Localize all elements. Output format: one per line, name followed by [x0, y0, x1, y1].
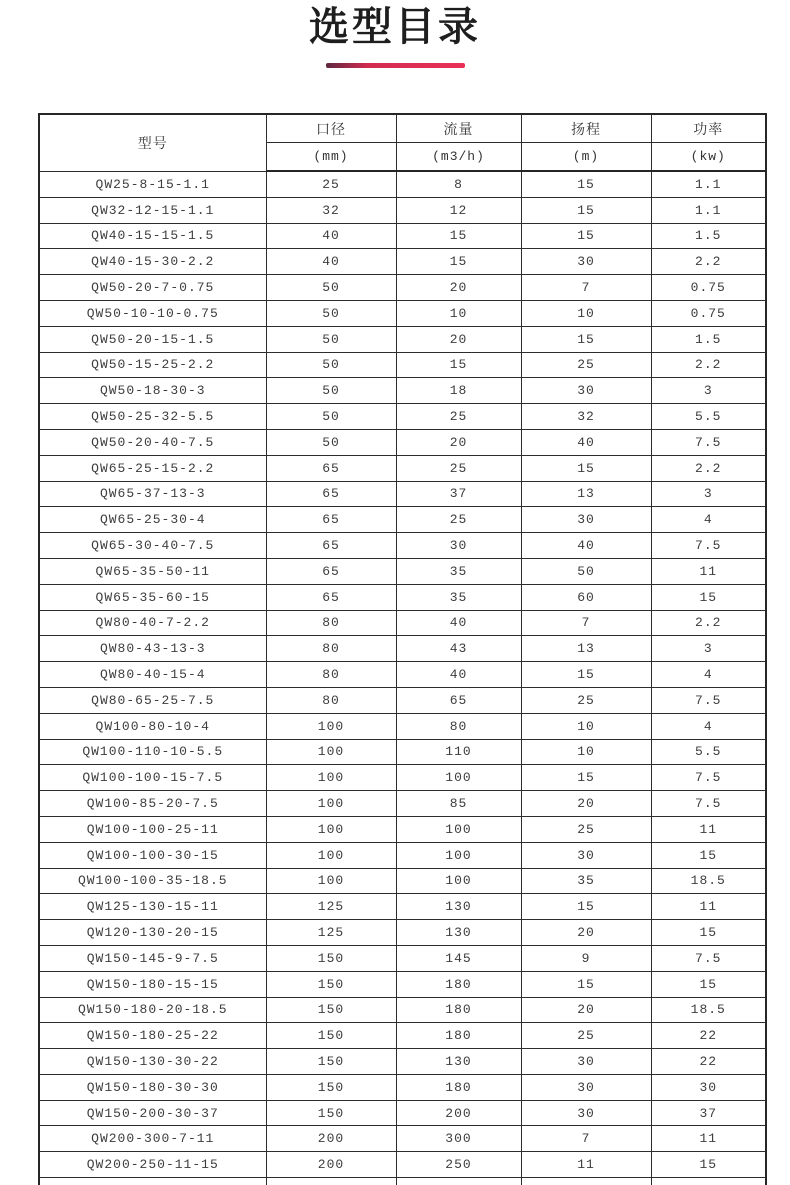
diameter-cell: 65: [266, 481, 396, 507]
flow-cell: 12: [396, 197, 521, 223]
model-cell: QW100-100-25-11: [39, 816, 266, 842]
power-cell: 7.5: [651, 533, 766, 559]
head-cell: 15: [521, 765, 651, 791]
model-cell: QW65-35-60-15: [39, 584, 266, 610]
table-row: [39, 662, 766, 688]
column-header-diameter: 口径: [266, 114, 396, 143]
power-cell: 1.1: [651, 197, 766, 223]
table-row: [39, 610, 766, 636]
diameter-cell: 80: [266, 636, 396, 662]
diameter-cell: 100: [266, 713, 396, 739]
model-cell: QW100-80-10-4: [39, 713, 266, 739]
diameter-cell: 65: [266, 507, 396, 533]
table-row: [39, 197, 766, 223]
diameter-cell: 80: [266, 662, 396, 688]
table-row: [39, 816, 766, 842]
head-cell: 15: [521, 894, 651, 920]
model-cell: QW65-25-15-2.2: [39, 455, 266, 481]
table-row: [39, 1074, 766, 1100]
power-cell: 15: [651, 1152, 766, 1178]
power-cell: 4: [651, 662, 766, 688]
column-unit-power: (kw): [651, 143, 766, 172]
pump-selection-table: [38, 113, 767, 1185]
head-cell: 30: [521, 507, 651, 533]
flow-cell: 35: [396, 584, 521, 610]
model-cell: QW50-15-25-2.2: [39, 352, 266, 378]
table-row: [39, 300, 766, 326]
model-cell: QW150-180-30-30: [39, 1074, 266, 1100]
head-cell: 40: [521, 429, 651, 455]
head-cell: 15: [521, 171, 651, 197]
model-cell: QW200-300-7-11: [39, 1126, 266, 1152]
table-row: [39, 739, 766, 765]
model-cell: QW80-65-25-7.5: [39, 687, 266, 713]
power-cell: 37: [651, 1100, 766, 1126]
power-cell: 7.5: [651, 429, 766, 455]
model-cell: QW150-145-9-7.5: [39, 945, 266, 971]
flow-cell: 20: [396, 326, 521, 352]
table-row: [39, 1126, 766, 1152]
model-cell: QW200-250-11-15: [39, 1152, 266, 1178]
flow-cell: 180: [396, 971, 521, 997]
head-cell: 40: [521, 533, 651, 559]
diameter-cell: 65: [266, 533, 396, 559]
table-row: [39, 920, 766, 946]
diameter-cell: 125: [266, 920, 396, 946]
flow-cell: 15: [396, 223, 521, 249]
table-row: [39, 842, 766, 868]
head-cell: 25: [521, 352, 651, 378]
power-cell: 2.2: [651, 455, 766, 481]
head-cell: 13: [521, 636, 651, 662]
table-row: [39, 378, 766, 404]
diameter-cell: 50: [266, 326, 396, 352]
power-cell: 3: [651, 378, 766, 404]
power-cell: 3: [651, 636, 766, 662]
power-cell: 7.5: [651, 765, 766, 791]
table-row: [39, 584, 766, 610]
power-cell: 18.5: [651, 997, 766, 1023]
head-cell: 30: [521, 1100, 651, 1126]
power-cell: 7.5: [651, 945, 766, 971]
column-unit-head: (m): [521, 143, 651, 172]
head-cell: 60: [521, 584, 651, 610]
power-cell: 2.2: [651, 352, 766, 378]
table-row: [39, 223, 766, 249]
diameter-cell: 100: [266, 791, 396, 817]
table-row: [39, 636, 766, 662]
flow-cell: 35: [396, 558, 521, 584]
table-row: [39, 249, 766, 275]
flow-cell: 250: [396, 1152, 521, 1178]
flow-cell: 18: [396, 378, 521, 404]
table-header: [39, 114, 766, 171]
diameter-cell: 50: [266, 300, 396, 326]
table-row: [39, 558, 766, 584]
head-cell: 30: [521, 842, 651, 868]
column-header-model: 型号: [39, 114, 266, 171]
flow-cell: 130: [396, 894, 521, 920]
power-cell: 1.5: [651, 326, 766, 352]
power-cell: 11: [651, 894, 766, 920]
head-cell: 15: [521, 223, 651, 249]
flow-cell: 100: [396, 842, 521, 868]
diameter-cell: 50: [266, 275, 396, 301]
power-cell: 1.5: [651, 223, 766, 249]
head-cell: 20: [521, 920, 651, 946]
diameter-cell: 125: [266, 894, 396, 920]
model-cell: QW125-130-15-11: [39, 894, 266, 920]
table-row: [39, 945, 766, 971]
diameter-cell: 200: [266, 1152, 396, 1178]
flow-cell: 20: [396, 275, 521, 301]
head-cell: 20: [521, 791, 651, 817]
power-cell: 7.5: [651, 791, 766, 817]
power-cell: 5.5: [651, 404, 766, 430]
flow-cell: 15: [396, 352, 521, 378]
table-row: [39, 894, 766, 920]
power-cell: 22: [651, 1049, 766, 1075]
diameter-cell: 100: [266, 868, 396, 894]
flow-cell: 100: [396, 868, 521, 894]
flow-cell: 130: [396, 920, 521, 946]
flow-cell: 65: [396, 687, 521, 713]
model-cell: [39, 1178, 266, 1185]
table-row: [39, 429, 766, 455]
power-cell: 15: [651, 842, 766, 868]
flow-cell: 10: [396, 300, 521, 326]
diameter-cell: 150: [266, 1023, 396, 1049]
diameter-cell: 65: [266, 584, 396, 610]
flow-cell: 25: [396, 404, 521, 430]
model-cell: QW50-25-32-5.5: [39, 404, 266, 430]
flow-cell: 200: [396, 1100, 521, 1126]
column-unit-diameter: (mm): [266, 143, 396, 172]
head-cell: 25: [521, 687, 651, 713]
diameter-cell: 100: [266, 765, 396, 791]
table-row: [39, 971, 766, 997]
diameter-cell: 150: [266, 997, 396, 1023]
table-row: [39, 455, 766, 481]
column-unit-flow: (m3/h): [396, 143, 521, 172]
table-row: [39, 404, 766, 430]
head-cell: 15: [521, 455, 651, 481]
table-row: [39, 352, 766, 378]
head-cell: 7: [521, 275, 651, 301]
flow-cell: 8: [396, 171, 521, 197]
diameter-cell: 65: [266, 455, 396, 481]
power-cell: 11: [651, 816, 766, 842]
column-header-head: 扬程: [521, 114, 651, 143]
flow-cell: 100: [396, 765, 521, 791]
column-header-power: 功率: [651, 114, 766, 143]
power-cell: 4: [651, 507, 766, 533]
model-cell: QW65-35-50-11: [39, 558, 266, 584]
model-cell: QW120-130-20-15: [39, 920, 266, 946]
power-cell: 2.2: [651, 610, 766, 636]
power-cell: 15: [651, 971, 766, 997]
table-row: [39, 1152, 766, 1178]
column-header-flow: 流量: [396, 114, 521, 143]
head-cell: 15: [521, 662, 651, 688]
model-cell: QW150-130-30-22: [39, 1049, 266, 1075]
flow-cell: 30: [396, 533, 521, 559]
power-cell: 0.75: [651, 275, 766, 301]
table-row: [39, 997, 766, 1023]
model-cell: QW100-85-20-7.5: [39, 791, 266, 817]
flow-cell: 15: [396, 249, 521, 275]
flow-cell: 180: [396, 997, 521, 1023]
model-cell: QW80-40-7-2.2: [39, 610, 266, 636]
power-cell: 4: [651, 713, 766, 739]
power-cell: 7.5: [651, 687, 766, 713]
model-cell: QW65-25-30-4: [39, 507, 266, 533]
flow-cell: 43: [396, 636, 521, 662]
table-row: [39, 275, 766, 301]
head-cell: 9: [521, 945, 651, 971]
head-cell: 25: [521, 1023, 651, 1049]
flow-cell: 100: [396, 816, 521, 842]
model-cell: QW50-10-10-0.75: [39, 300, 266, 326]
model-cell: QW80-43-13-3: [39, 636, 266, 662]
table-row-partial: [39, 1178, 766, 1185]
diameter-cell: 200: [266, 1126, 396, 1152]
flow-cell: 145: [396, 945, 521, 971]
diameter-cell: 150: [266, 971, 396, 997]
head-cell: 35: [521, 868, 651, 894]
model-cell: QW32-12-15-1.1: [39, 197, 266, 223]
flow-cell: 300: [396, 1126, 521, 1152]
head-cell: 30: [521, 1049, 651, 1075]
power-cell: 5.5: [651, 739, 766, 765]
model-cell: QW40-15-30-2.2: [39, 249, 266, 275]
head-cell: 15: [521, 326, 651, 352]
power-cell: 0.75: [651, 300, 766, 326]
flow-cell: 180: [396, 1023, 521, 1049]
head-cell: 10: [521, 300, 651, 326]
diameter-cell: 150: [266, 945, 396, 971]
page-title: 选型目录: [309, 4, 481, 50]
head-cell: 15: [521, 971, 651, 997]
table-row: [39, 713, 766, 739]
diameter-cell: 80: [266, 687, 396, 713]
flow-cell: 20: [396, 429, 521, 455]
head-cell: 30: [521, 1074, 651, 1100]
model-cell: QW25-8-15-1.1: [39, 171, 266, 197]
flow-cell: 25: [396, 455, 521, 481]
model-cell: QW150-180-20-18.5: [39, 997, 266, 1023]
head-cell: 10: [521, 739, 651, 765]
table-row: [39, 1100, 766, 1126]
table-row: [39, 533, 766, 559]
head-cell: 25: [521, 816, 651, 842]
flow-cell: 85: [396, 791, 521, 817]
diameter-cell: 150: [266, 1100, 396, 1126]
table-body: [39, 171, 766, 1185]
power-cell: 18.5: [651, 868, 766, 894]
flow-cell: 80: [396, 713, 521, 739]
diameter-cell: 50: [266, 378, 396, 404]
table-row: [39, 868, 766, 894]
diameter-cell: 80: [266, 610, 396, 636]
head-cell: 10: [521, 713, 651, 739]
diameter-cell: 100: [266, 842, 396, 868]
diameter-cell: 50: [266, 429, 396, 455]
table-row: [39, 687, 766, 713]
table-row: [39, 765, 766, 791]
diameter-cell: 150: [266, 1049, 396, 1075]
model-cell: QW100-100-15-7.5: [39, 765, 266, 791]
head-cell: 7: [521, 610, 651, 636]
diameter-cell: 100: [266, 739, 396, 765]
model-cell: QW65-37-13-3: [39, 481, 266, 507]
table-row: [39, 1049, 766, 1075]
flow-cell: 25: [396, 507, 521, 533]
head-cell: 7: [521, 1126, 651, 1152]
flow-cell: 180: [396, 1074, 521, 1100]
table-row: [39, 791, 766, 817]
table-row: [39, 1023, 766, 1049]
model-cell: QW50-20-7-0.75: [39, 275, 266, 301]
flow-cell: [396, 1178, 521, 1185]
power-cell: 1.1: [651, 171, 766, 197]
head-cell: 30: [521, 378, 651, 404]
model-cell: QW50-18-30-3: [39, 378, 266, 404]
power-cell: 2.2: [651, 249, 766, 275]
title-underline-accent: [326, 63, 465, 68]
power-cell: [651, 1178, 766, 1185]
header-row-labels: [39, 114, 766, 143]
diameter-cell: 65: [266, 558, 396, 584]
head-cell: 15: [521, 197, 651, 223]
table-row: [39, 171, 766, 197]
head-cell: [521, 1178, 651, 1185]
model-cell: QW80-40-15-4: [39, 662, 266, 688]
diameter-cell: 50: [266, 404, 396, 430]
head-cell: 20: [521, 997, 651, 1023]
model-cell: QW40-15-15-1.5: [39, 223, 266, 249]
flow-cell: 40: [396, 662, 521, 688]
table-row: [39, 507, 766, 533]
model-cell: QW50-20-15-1.5: [39, 326, 266, 352]
power-cell: 11: [651, 1126, 766, 1152]
power-cell: 30: [651, 1074, 766, 1100]
diameter-cell: 150: [266, 1074, 396, 1100]
model-cell: QW100-100-30-15: [39, 842, 266, 868]
power-cell: 11: [651, 558, 766, 584]
flow-cell: 37: [396, 481, 521, 507]
diameter-cell: 40: [266, 249, 396, 275]
head-cell: 11: [521, 1152, 651, 1178]
flow-cell: 110: [396, 739, 521, 765]
head-cell: 13: [521, 481, 651, 507]
diameter-cell: 100: [266, 816, 396, 842]
power-cell: 3: [651, 481, 766, 507]
power-cell: 15: [651, 920, 766, 946]
model-cell: QW150-180-25-22: [39, 1023, 266, 1049]
model-cell: QW150-180-15-15: [39, 971, 266, 997]
head-cell: 32: [521, 404, 651, 430]
model-cell: QW50-20-40-7.5: [39, 429, 266, 455]
flow-cell: 40: [396, 610, 521, 636]
model-cell: QW65-30-40-7.5: [39, 533, 266, 559]
diameter-cell: 32: [266, 197, 396, 223]
diameter-cell: 40: [266, 223, 396, 249]
diameter-cell: 25: [266, 171, 396, 197]
diameter-cell: 50: [266, 352, 396, 378]
power-cell: 22: [651, 1023, 766, 1049]
diameter-cell: [266, 1178, 396, 1185]
head-cell: 30: [521, 249, 651, 275]
model-cell: QW100-110-10-5.5: [39, 739, 266, 765]
head-cell: 50: [521, 558, 651, 584]
model-cell: QW100-100-35-18.5: [39, 868, 266, 894]
table-row: [39, 326, 766, 352]
flow-cell: 130: [396, 1049, 521, 1075]
table-row: [39, 481, 766, 507]
power-cell: 15: [651, 584, 766, 610]
model-cell: QW150-200-30-37: [39, 1100, 266, 1126]
